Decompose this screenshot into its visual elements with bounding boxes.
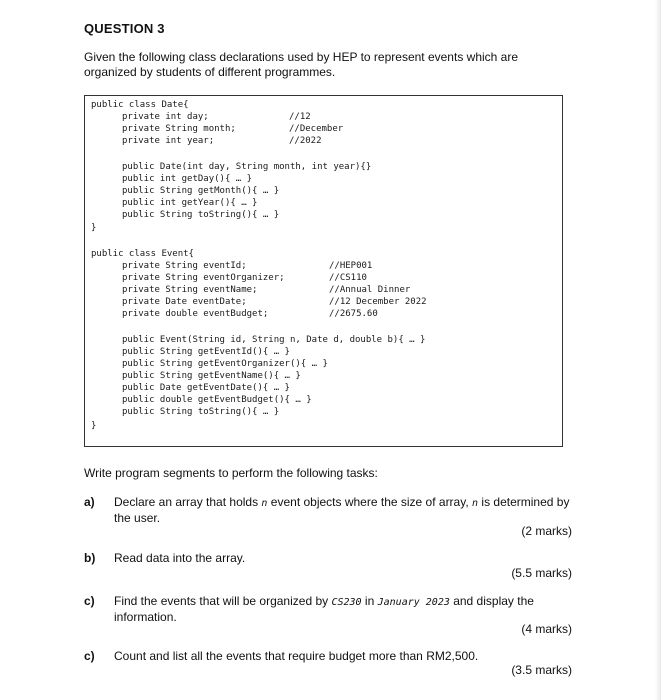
task-c1-text: Find the events that will be organized by CS230 in January 2023 and display the information. [114,594,534,624]
task-a-marks: (2 marks) [521,524,572,538]
event-class-close: } [91,421,97,431]
event-method-geteventorganizer: public String getEventOrganizer(){ … } [122,359,328,369]
question-title: QUESTION 3 [84,21,165,36]
event-method-geteventdate: public Date getEventDate(){ … } [122,383,290,393]
date-class-header: public class Date{ [91,100,189,110]
task-a-text: Declare an array that holds n event objects where the size of array, n is determined by the user. [114,495,570,525]
task-c2-text: Count and list all the events that require budget more than RM2,500. [114,649,479,663]
event-field-id: private String eventId; [122,261,247,271]
event-constructor: public Event(String id, String n, Date d, double b){ … } [122,335,426,345]
date-field-year-comment: //2022 [289,136,322,146]
task-b-marks: (5.5 marks) [511,566,572,580]
event-field-budget: private double eventBudget; [122,309,269,319]
task-c2-marks: (3.5 marks) [511,663,572,677]
event-class-header: public class Event{ [91,249,194,259]
date-method-getyear: public int getYear(){ … } [122,198,258,208]
event-field-budget-comment: //2675.60 [329,309,378,319]
tasks-intro: Write program segments to perform the following tasks: [84,466,378,480]
task-b-label: b) [84,551,96,565]
date-method-getmonth: public String getMonth(){ … } [122,186,280,196]
task-c1-marks: (4 marks) [521,622,572,636]
event-field-id-comment: //HEP001 [329,261,373,271]
event-field-name-comment: //Annual Dinner [329,285,411,295]
event-field-date-comment: //12 December 2022 [329,297,427,307]
task-a-label: a) [84,495,95,509]
event-field-organizer-comment: //CS110 [329,273,367,283]
date-method-getday: public int getDay(){ … } [122,174,253,184]
task-b-text: Read data into the array. [114,551,246,565]
date-field-year: private int year; [122,136,215,146]
event-field-name: private String eventName; [122,285,258,295]
page-edge-shadow [655,0,661,700]
event-field-date: private Date eventDate; [122,297,247,307]
date-field-month-comment: //December [289,124,344,134]
event-method-geteventid: public String getEventId(){ … } [122,347,290,357]
event-method-geteventbudget: public double getEventBudget(){ … } [122,395,312,405]
date-constructor: public Date(int day, String month, int year){} [122,162,372,172]
date-field-day-comment: //12 [289,112,311,122]
date-field-day: private int day; [122,112,209,122]
date-method-tostring: public String toString(){ … } [122,210,280,220]
event-method-tostring: public String toString(){ … } [122,407,280,417]
task-c1-label: c) [84,594,95,608]
task-c2-label: c) [84,649,95,663]
event-method-geteventname: public String getEventName(){ … } [122,371,301,381]
event-field-organizer: private String eventOrganizer; [122,273,285,283]
question-intro: Given the following class declarations used by HEP to represent events which are organized by students of different programmes. [84,50,519,79]
date-class-close: } [91,223,97,233]
date-field-month: private String month; [122,124,236,134]
code-listing [84,95,563,447]
